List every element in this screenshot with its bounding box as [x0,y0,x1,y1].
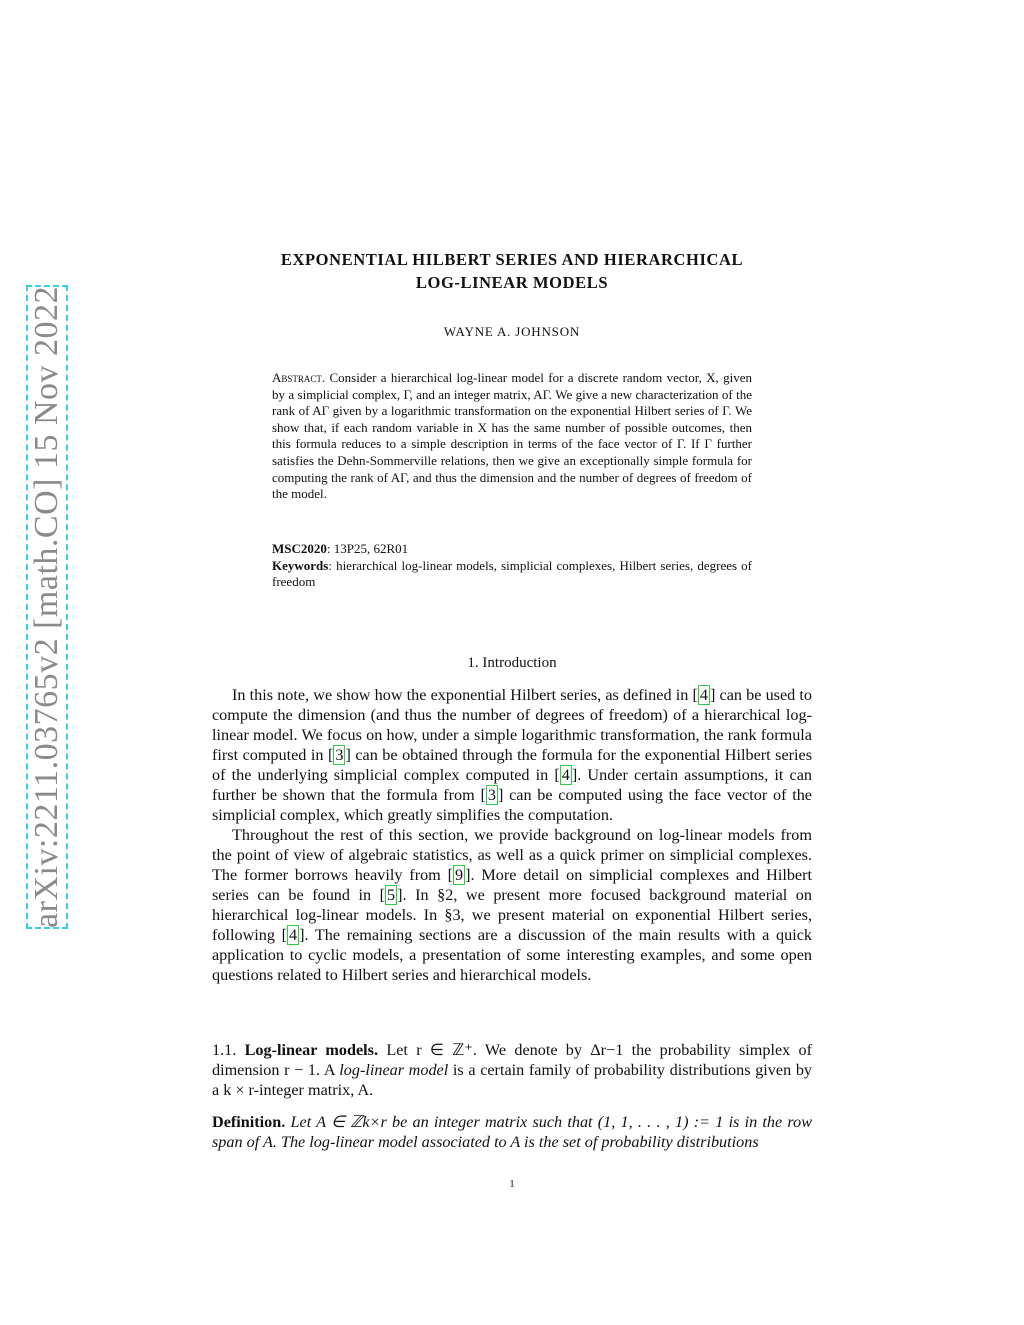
subsection-log-linear-models [212,1040,812,1100]
title-line-2: LOG-LINEAR MODELS [415,273,609,292]
citation-link[interactable]: 4 [289,926,298,944]
abstract-label: Abstract. [272,370,326,385]
msc-label: MSC2020 [272,541,327,556]
definition-label: Definition. [212,1113,286,1131]
citation-link[interactable]: 3 [335,746,344,764]
text-run: Throughout the rest of this section, we provide background on log-linear models from the point of view of algebraic statistics, as well as a quick primer on simplicial complexes. The former borrows heavily from [212,826,812,884]
paper-title [212,248,812,294]
page-number: 1 [509,1178,515,1190]
text-run: can be obtained through the formula for the exponential Hilbert series of the underlying simplicial complex computed in [212,746,813,784]
abstract [272,370,752,503]
text-run: In this note, we show how the exponential Hilbert series, as defined in [232,686,693,704]
text-run: . More detail on simplicial complexes and Hilbert series can be found in [212,866,812,904]
citation-link[interactable]: 5 [387,886,396,904]
citation-link[interactable]: 4 [699,686,708,704]
subsection-text-a: Let r ∈ ℤ⁺. We denote by Δr−1 the probability simplex of dimension r − 1. A [212,1041,813,1079]
text-run: . Under certain assumptions, it can further be shown that the formula from [212,766,812,804]
citation-link[interactable]: 3 [487,786,496,804]
subsection-text-b: is a certain family of probability distributions given by a k × r-integer matrix, A. [212,1061,813,1099]
intro-paragraph-1: In this note, we show how the exponential Hilbert series, as defined in [ 4 ] can be used to compute the dimension (and thus the number of degrees of freedom) of a hierarchical log-linear model. We focus on how, under a simple logarithmic transformation, the rank formula first computed in [ 3 ] can be obtained through the formula for the exponential Hilbert series of the underlying simplicial complex computed in [ 4 ]. Under certain assumptions, it can further be shown that the formula from [ 3 ] can be computed using the face vector of the simplicial complex, which greatly simplifies the computation. [212,686,813,824]
section-heading-introduction: 1. Introduction [467,655,557,671]
metadata-block [272,541,752,591]
text-run: can be used to compute the dimension (and thus the number of degrees of freedom) of a hierarchical log-linear model. We focus on how, under a simple logarithmic transformation, the rank formula first computed in [212,686,812,764]
text-run: can be computed using the face vector of the simplicial complex, which greatly simplifies the computation. [212,786,812,824]
title-line-1: EXPONENTIAL HILBERT SERIES AND HIERARCHICAL [280,250,744,269]
definition-text: Let A ∈ ℤk×r be an integer matrix such that (1, 1, . . . , 1) := 1 is in the row span of A. The log-linear model associated to A is the set of probability distributions [212,1113,812,1151]
citation-link[interactable]: 9 [455,866,464,884]
text-run: . The remaining sections are a discussion of the main results with a quick application to cyclic models, a presentation of some interesting examples, and some open questions related to Hilbert series and hierarchical models. [212,926,812,984]
text-run: . In §2, we present more focused background material on hierarchical log-linear models. In §3, we present material on exponential Hilbert series, following [212,886,812,944]
introduction-body [212,685,812,985]
definition-block [212,1112,812,1152]
author-name: WAYNE A. JOHNSON [443,324,581,339]
arxiv-id-text: arXiv:2211.03765v2 [math.CO] 15 Nov 2022 [28,285,66,929]
subsection-number: 1.1. [212,1041,237,1059]
subsection-emphasis: log-linear model [339,1061,449,1079]
arxiv-identifier-stamp [26,285,68,929]
msc-value: : 13P25, 62R01 [326,541,409,556]
keywords-value: : hierarchical log-linear models, simplicial complexes, Hilbert series, degrees of freedom [272,557,752,590]
abstract-text: Consider a hierarchical log-linear model for a discrete random vector, X, given by a simplicial complex, Γ, and an integer matrix, AΓ. We give a new characterization of the rank of AΓ given by a logarithmic transformation on the exponential Hilbert series of Γ. We show that, if each random variable in X has the same number of possible outcomes, then this formula reduces to a simple description in terms of the face vector of Γ. If Γ further satisfies the Dehn-Sommerville relations, then we give an exceptionally simple formula for computing the rank of AΓ, and thus the dimension and the number of degrees of freedom of the model. [272,370,753,502]
subsection-title: Log-linear models. [244,1041,379,1059]
citation-link[interactable]: 4 [561,766,570,784]
intro-paragraph-2: Throughout the rest of this section, we provide background on log-linear models from the point of view of algebraic statistics, as well as a quick primer on simplicial complexes. The former borrows heavily from [ 9 ]. More detail on simplicial complexes and Hilbert series can be found in [ 5 ]. In §2, we present more focused background material on hierarchical log-linear models. In §3, we present material on exponential Hilbert series, following [ 4 ]. The remaining sections are a discussion of the main results with a quick application to cyclic models, a presentation of some interesting examples, and some open questions related to Hilbert series and hierarchical models. [212,826,812,984]
keywords-label: Keywords [272,557,329,573]
